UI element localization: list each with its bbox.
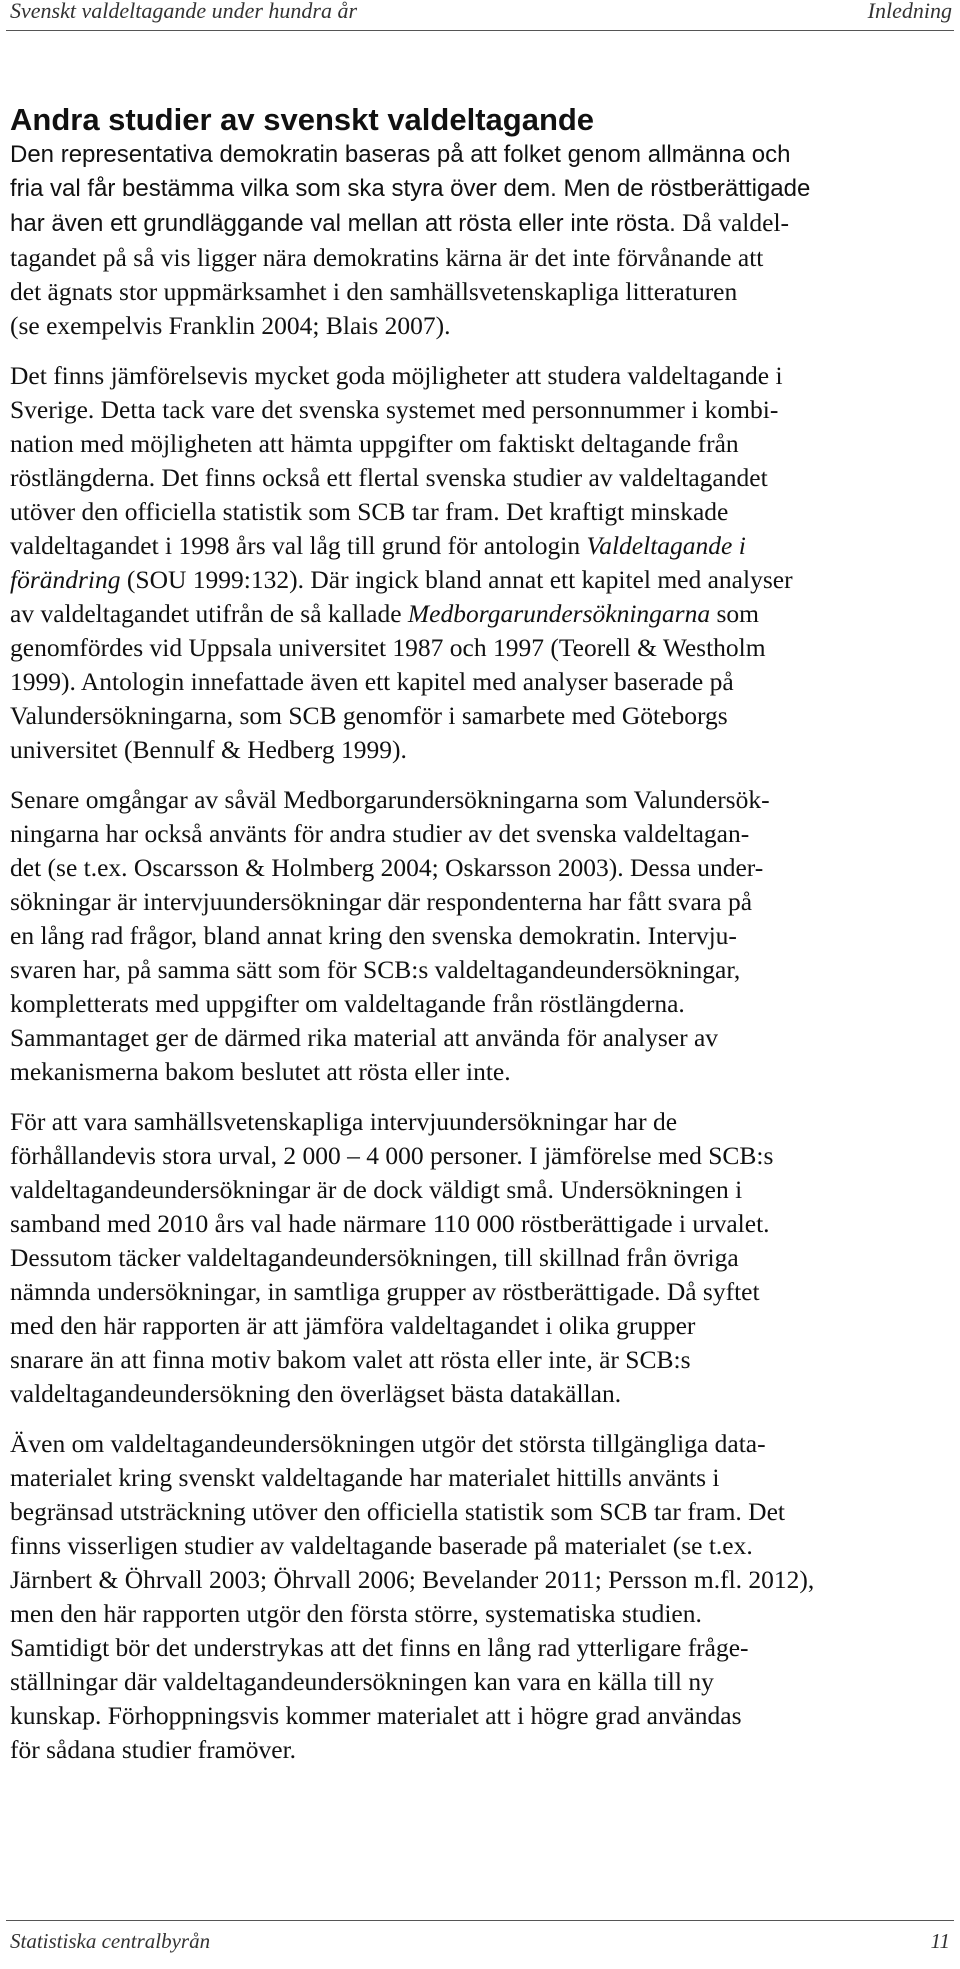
text-line-part: (SOU 1999:132). Där ingick bland annat ett kapitel med analyser <box>120 565 793 594</box>
text-line: kompletterats med uppgifter om valdeltagande från röstlängderna. <box>10 989 685 1018</box>
text-line: materialet kring svenskt valdeltagande har materialet hittills använts i <box>10 1463 720 1492</box>
text-line: begränsad utsträckning utöver den officiella statistik som SCB tar fram. Det <box>10 1497 785 1526</box>
text-line-part: av valdeltagandet utifrån de så kallade <box>10 599 408 628</box>
text-line: Sammantaget ger de därmed rika material att använda för analyser av <box>10 1023 719 1052</box>
text-line: ställningar där valdeltagandeundersökningen kan vara en källa till ny <box>10 1667 714 1696</box>
text-line: för sådana studier framöver. <box>10 1735 297 1764</box>
text-line: finns visserligen studier av valdeltagande baserade på materialet (se t.ex. <box>10 1531 753 1560</box>
running-header <box>6 0 954 31</box>
text-line: universitet (Bennulf & Hedberg 1999). <box>10 735 407 764</box>
book-title: förändring <box>10 565 121 594</box>
text-line-part: Då valdel- <box>675 208 790 237</box>
text-line: med den här rapporten är att jämföra valdeltagandet i olika grupper <box>10 1311 696 1340</box>
text-line: genomfördes vid Uppsala universitet 1987 och 1997 (Teorell & Westholm <box>10 633 766 662</box>
text-line: det ägnats stor uppmärksamhet i den samhällsvetenskapliga litteraturen <box>10 277 738 306</box>
text-line: kunskap. Förhoppningsvis kommer materialet att i högre grad användas <box>10 1701 742 1730</box>
text-line-part: har även ett grundläggande val mellan att rösta eller inte rösta. <box>10 210 676 237</box>
text-line: röstlängderna. Det finns också ett flertal svenska studier av valdeltagandet <box>10 463 768 492</box>
text-line: För att vara samhällsvetenskapliga intervjuundersökningar har de <box>10 1107 678 1136</box>
text-line: mekanismerna bakom beslutet att rösta eller inte. <box>10 1057 511 1086</box>
text-line: Senare omgångar av såväl Medborgarundersökningarna som Valundersök- <box>10 785 770 814</box>
text-line: Järnbert & Öhrvall 2003; Öhrvall 2006; Bevelander 2011; Persson m.fl. 2012), <box>10 1565 815 1594</box>
page-number: 11 <box>930 1929 950 1953</box>
text-line-part: valdeltagandet i 1998 års val låg till grund för antologin <box>10 531 587 560</box>
text-line: (se exempelvis Franklin 2004; Blais 2007). <box>10 311 451 340</box>
section-title: Andra studier av svenskt valdeltagande <box>10 102 595 137</box>
text-line: Det finns jämförelsevis mycket goda möjligheter att studera valdeltagande i <box>10 361 783 390</box>
text-line: samband med 2010 års val hade närmare 110 000 röstberättigade i urvalet. <box>10 1209 770 1238</box>
text-line <box>10 597 952 631</box>
running-footer <box>6 1920 954 1961</box>
text-line: Även om valdeltagandeundersökningen utgör det största tillgängliga data- <box>10 1429 766 1458</box>
paragraph-3 <box>10 783 952 1089</box>
text-line: ningarna har också använts för andra studier av det svenska valdeltagan- <box>10 819 750 848</box>
text-line: snarare än att finna motiv bakom valet att rösta eller inte, är SCB:s <box>10 1345 691 1374</box>
header-chapter: Inledning <box>867 0 952 23</box>
text-line: nämnda undersökningar, in samtliga grupper av röstberättigade. Då syftet <box>10 1277 760 1306</box>
book-title: Valdeltagande i <box>586 531 746 560</box>
text-line: Dessutom täcker valdeltagandeundersökningen, till skillnad från övriga <box>10 1243 739 1272</box>
text-line: svaren har, på samma sätt som för SCB:s valdeltagandeundersökningar, <box>10 955 741 984</box>
paragraph-4 <box>10 1105 952 1411</box>
text-line <box>10 206 952 241</box>
text-line: Den representativa demokratin baseras på att folket genom allmänna och <box>10 141 791 168</box>
text-line: 1999). Antologin innefattade även ett kapitel med analyser baserade på <box>10 667 734 696</box>
text-line: tagandet på så vis ligger nära demokratins kärna är det inte förvånande att <box>10 243 764 272</box>
text-line <box>10 563 952 597</box>
header-title: Svenskt valdeltagande under hundra år <box>10 0 358 23</box>
text-line-part: som <box>710 599 759 628</box>
footer-publisher: Statistiska centralbyrån <box>10 1929 211 1953</box>
text-line <box>10 529 952 563</box>
text-line: nation med möjligheten att hämta uppgifter om faktiskt deltagande från <box>10 429 739 458</box>
text-line: utöver den officiella statistik som SCB tar fram. Det kraftigt minskade <box>10 497 729 526</box>
survey-name: Medborgarundersökningarna <box>407 599 711 628</box>
paragraph-2 <box>10 359 952 767</box>
text-line: förhållandevis stora urval, 2 000 – 4 000 personer. I jämförelse med SCB:s <box>10 1141 774 1170</box>
text-line: valdeltagandeundersökningar är de dock väldigt små. Undersökningen i <box>10 1175 743 1204</box>
text-line: det (se t.ex. Oscarsson & Holmberg 2004; Oskarsson 2003). Dessa under- <box>10 853 764 882</box>
text-line: fria val får bestämma vilka som ska styra över dem. Men de röstberättigade <box>10 175 811 202</box>
text-line: en lång rad frågor, bland annat kring den svenska demokratin. Intervju- <box>10 921 737 950</box>
text-line: valdeltagandeundersökning den överlägset bästa datakällan. <box>10 1379 622 1408</box>
text-line: Sverige. Detta tack vare det svenska systemet med personnummer i kombi- <box>10 395 779 424</box>
paragraph-5 <box>10 1427 952 1767</box>
text-line: Samtidigt bör det understrykas att det finns en lång rad ytterligare fråge- <box>10 1633 749 1662</box>
text-line: sökningar är intervjuundersökningar där respondenterna har fått svara på <box>10 887 753 916</box>
text-line: men den här rapporten utgör den första större, systematiska studien. <box>10 1599 702 1628</box>
paragraph-intro <box>10 138 952 343</box>
main-content <box>10 102 952 1767</box>
text-line: Valundersökningarna, som SCB genomför i samarbete med Göteborgs <box>10 701 728 730</box>
